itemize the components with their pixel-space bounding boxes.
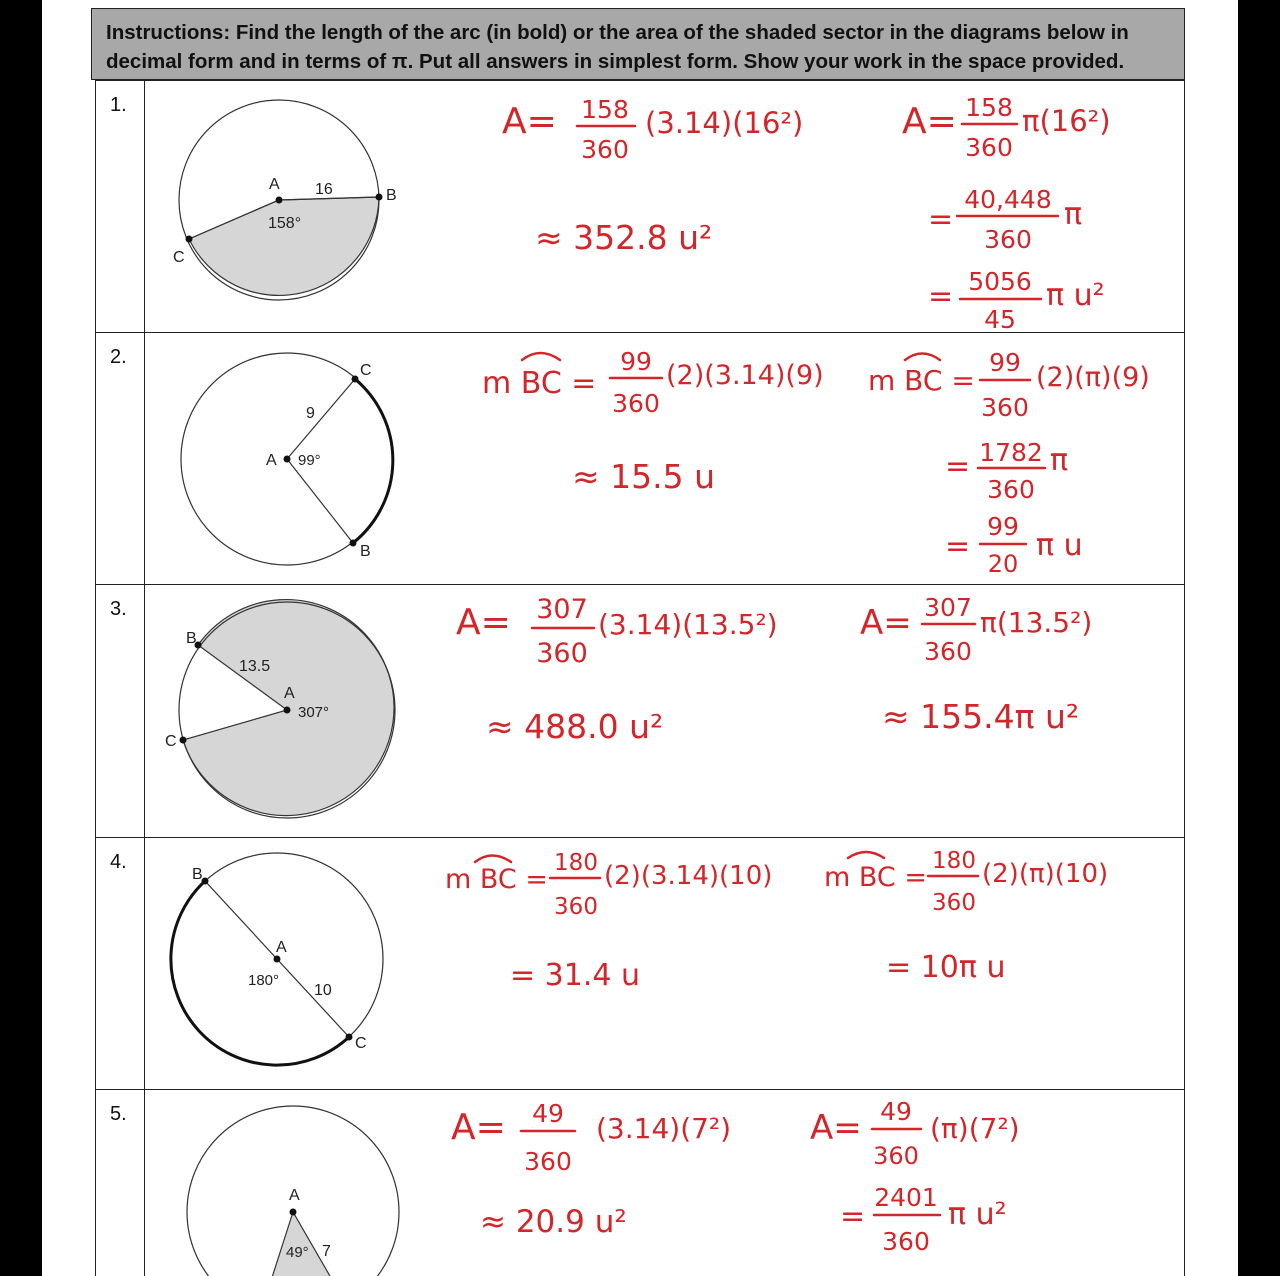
fraction-numerator: 1782 — [979, 438, 1043, 467]
fraction-numerator: 5056 — [968, 267, 1032, 296]
radius-label: 13.5 — [239, 658, 271, 675]
diagram-5 — [187, 1106, 399, 1276]
center-point — [290, 1209, 297, 1216]
equals: = — [945, 529, 971, 564]
lead: m BC = — [445, 864, 548, 895]
work-5-pi — [810, 1097, 1020, 1256]
angle-label: 180° — [248, 972, 280, 989]
fraction-denominator: 360 — [924, 637, 972, 666]
label-a: A — [284, 685, 295, 702]
lead: m BC = — [868, 364, 975, 397]
label-c: C — [173, 249, 185, 266]
center-point — [274, 956, 281, 963]
problem-number: 1. — [110, 94, 127, 116]
problem-number: 4. — [110, 851, 127, 873]
after: π u² — [1046, 278, 1105, 313]
label-c: C — [165, 733, 177, 750]
center-point — [276, 197, 283, 204]
fraction-numerator: 307 — [536, 594, 588, 625]
work-3-pi — [860, 593, 1092, 736]
point-c — [352, 376, 359, 383]
fraction-denominator: 360 — [932, 890, 976, 916]
fraction-denominator: 360 — [981, 393, 1029, 422]
after: π u² — [948, 1197, 1007, 1232]
label-c: C — [355, 1035, 367, 1052]
equals: = — [928, 202, 954, 237]
work-5-decimal — [451, 1099, 731, 1240]
label-b: B — [360, 543, 371, 560]
multiplier: (2)(3.14)(10) — [604, 861, 773, 891]
work-1-decimal — [502, 95, 803, 257]
angle-label: 307° — [298, 704, 330, 721]
work-4-decimal — [445, 850, 772, 993]
work-2-decimal — [482, 347, 824, 496]
multiplier: π(13.5²) — [980, 606, 1093, 639]
lead: m BC = — [482, 366, 597, 401]
arc-symbol — [475, 856, 511, 863]
fraction-numerator: 99 — [620, 347, 652, 376]
lead: A= — [456, 602, 511, 643]
work-2-pi — [868, 348, 1150, 578]
radius-label: 10 — [314, 982, 332, 999]
lead: A= — [810, 1108, 862, 1148]
point-c — [346, 1034, 353, 1041]
after: π — [1050, 443, 1069, 478]
fraction-denominator: 360 — [612, 389, 660, 418]
fraction-numerator: 158 — [581, 95, 629, 124]
lead: A= — [502, 101, 557, 142]
radius-ab — [287, 459, 353, 543]
fraction-numerator: 99 — [989, 348, 1021, 377]
fraction-numerator: 307 — [924, 593, 972, 622]
shaded-sector — [189, 197, 379, 295]
after: π u — [1036, 528, 1083, 563]
label-b: B — [192, 866, 203, 883]
fraction-denominator: 45 — [984, 305, 1016, 334]
fraction-denominator: 360 — [984, 225, 1032, 254]
fraction-numerator: 99 — [987, 512, 1019, 541]
arc-symbol — [522, 353, 560, 360]
result: ≈ 15.5 u — [572, 457, 716, 496]
diagram-3 — [165, 600, 395, 818]
label-a: A — [269, 176, 280, 193]
point-b — [376, 194, 383, 201]
angle-label: 158° — [268, 215, 302, 232]
label-a: A — [266, 452, 277, 469]
multiplier: (3.14)(7²) — [596, 1112, 732, 1145]
result: = 31.4 u — [510, 958, 641, 993]
point-b — [350, 540, 357, 547]
result: ≈ 155.4π u² — [882, 697, 1080, 736]
arc-symbol — [905, 354, 940, 361]
fraction-numerator: 180 — [554, 850, 598, 876]
result: ≈ 352.8 u² — [535, 218, 713, 257]
fraction-denominator: 360 — [882, 1227, 930, 1256]
label-a: A — [276, 939, 287, 956]
fraction-numerator: 49 — [532, 1099, 564, 1128]
center-point — [284, 456, 291, 463]
diagram-2 — [181, 353, 393, 565]
angle-label: 49° — [286, 1244, 309, 1261]
result: ≈ 488.0 u² — [486, 707, 664, 746]
label-b: B — [386, 187, 397, 204]
lead: A= — [902, 101, 957, 142]
center-point — [284, 707, 291, 714]
problem-number: 3. — [110, 598, 127, 620]
radius-label: 9 — [306, 405, 315, 422]
fraction-numerator: 180 — [932, 848, 976, 874]
arc-symbol — [848, 852, 884, 858]
label-c: C — [360, 362, 372, 379]
work-4-pi — [824, 848, 1108, 985]
work-3-decimal — [456, 594, 778, 746]
instructions-box: Instructions: Find the length of the arc (in bold) or the area of the shaded sector in the diagrams below in decimal form and in terms of π. Put all answers in simplest form. Show your work in the space provided. — [91, 8, 1185, 80]
bold-arc-bc — [353, 379, 393, 543]
multiplier: π(16²) — [1022, 104, 1111, 138]
radius-label: 7 — [322, 1243, 331, 1260]
problem-number: 5. — [110, 1103, 127, 1125]
label-b: B — [186, 630, 197, 647]
lead: A= — [451, 1107, 506, 1148]
fraction-denominator: 360 — [965, 133, 1013, 162]
diagram-4 — [171, 853, 383, 1065]
equals: = — [945, 449, 971, 484]
equals: = — [928, 279, 954, 314]
fraction-numerator: 40,448 — [964, 185, 1052, 214]
problem-number: 2. — [110, 346, 127, 368]
fraction-numerator: 2401 — [874, 1183, 938, 1212]
work-1-pi — [902, 93, 1111, 334]
multiplier: (3.14)(13.5²) — [598, 608, 778, 641]
fraction-denominator: 360 — [554, 894, 598, 920]
after: π — [1064, 197, 1083, 232]
diagram-1 — [173, 100, 397, 300]
angle-label: 99° — [298, 452, 321, 469]
multiplier: (2)(3.14)(9) — [666, 360, 824, 391]
fraction-numerator: 158 — [965, 93, 1013, 122]
lead: A= — [860, 603, 912, 643]
multiplier: (3.14)(16²) — [645, 106, 804, 140]
fraction-denominator: 360 — [581, 135, 629, 164]
fraction-denominator: 360 — [873, 1142, 919, 1170]
radius-label: 16 — [315, 181, 333, 198]
equals: = — [840, 1199, 866, 1234]
fraction-denominator: 360 — [536, 638, 588, 669]
fraction-denominator: 360 — [524, 1147, 572, 1176]
result: ≈ 20.9 u² — [480, 1204, 627, 1240]
result: = 10π u — [886, 950, 1006, 985]
lead: m BC = — [824, 862, 927, 893]
multiplier: (2)(π)(9) — [1036, 362, 1150, 393]
multiplier: (π)(7²) — [930, 1112, 1020, 1145]
point-c — [180, 737, 187, 744]
radius-ac — [287, 379, 355, 459]
label-a: A — [289, 1187, 300, 1204]
multiplier: (2)(π)(10) — [982, 859, 1109, 889]
fraction-denominator: 20 — [987, 550, 1019, 578]
fraction-numerator: 49 — [880, 1097, 912, 1126]
fraction-denominator: 360 — [987, 475, 1035, 504]
point-c — [186, 236, 193, 243]
